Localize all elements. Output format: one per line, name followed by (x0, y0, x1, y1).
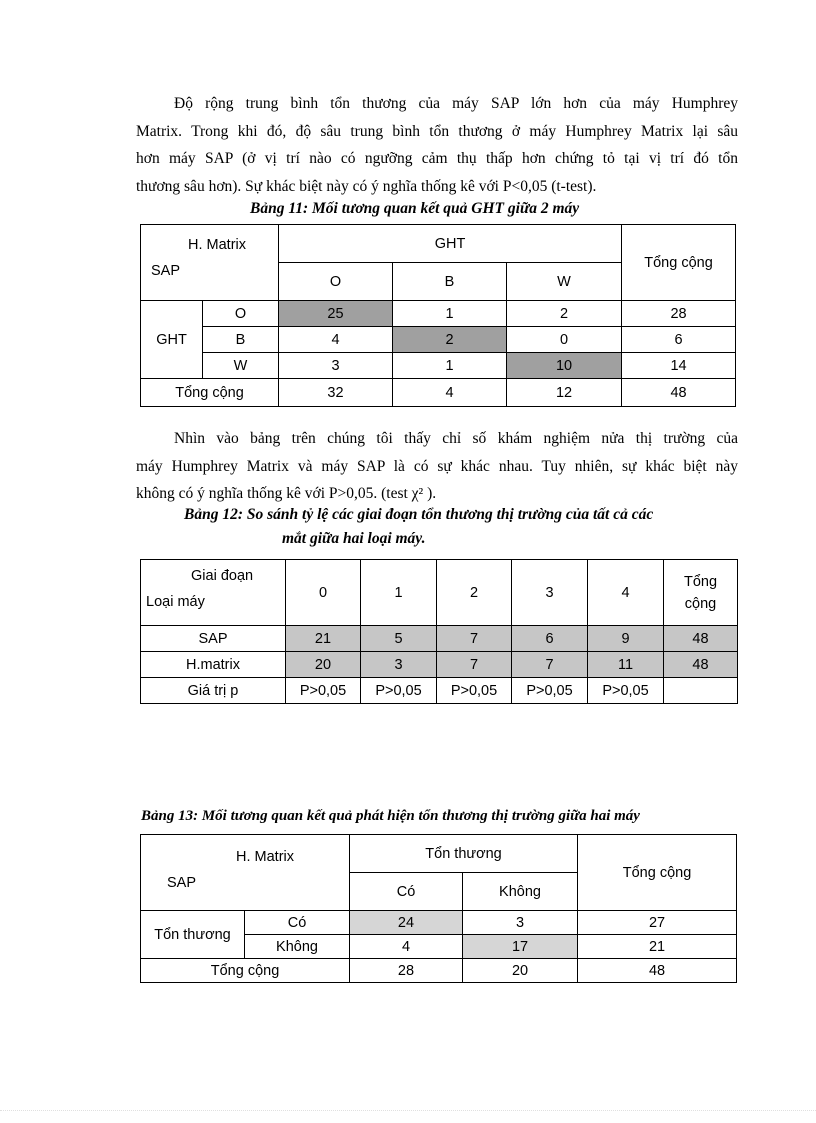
paragraph-line: Matrix. Trong khi đó, độ sâu trung bình tổn thương ở máy Humphrey Matrix lại sâu (136, 122, 738, 140)
row-label: Giá trị p (141, 678, 286, 704)
corner-row-label: SAP (151, 263, 181, 279)
row-total: 28 (622, 301, 736, 327)
footer-total: 48 (622, 379, 736, 407)
table-11-row-group: GHT (141, 301, 203, 379)
row-total: 14 (622, 353, 736, 379)
table-12-column-header: 2 (437, 560, 512, 626)
corner-row-label: Loại máy (146, 594, 205, 610)
table-row (141, 626, 738, 652)
table-cell: 5 (361, 626, 437, 652)
table-cell: 20 (286, 652, 361, 678)
table-12-caption-line-1: Bảng 12: So sánh tỷ lệ các giai đoạn tổn thương thị trường của tất cả các (184, 506, 654, 523)
row-label: B (203, 327, 279, 353)
paragraph-line: thương sâu hơn). Sự khác biệt này có ý nghĩa thống kê với P<0,05 (t-test). (136, 177, 597, 195)
row-label: Có (245, 911, 350, 935)
paragraph-line: hơn máy SAP (ở vị trí nào có ngưỡng cảm thụ thấp hơn chứng tỏ tại vị trí đó tổn (136, 150, 738, 167)
table-cell: 1 (393, 353, 507, 379)
table-footer-row (141, 959, 737, 983)
table-13-group-header: Tổn thương (350, 835, 578, 873)
p-value-cell: P>0,05 (437, 678, 512, 704)
table-cell: 11 (588, 652, 664, 678)
table-cell: 6 (512, 626, 588, 652)
table-11 (140, 224, 736, 407)
table-13 (140, 834, 737, 983)
footer-cell: 4 (393, 379, 507, 407)
table-cell: 9 (588, 626, 664, 652)
table-12-corner-cell (141, 560, 286, 626)
row-total: 21 (578, 935, 737, 959)
table-cell: 21 (286, 626, 361, 652)
footer-label: Tổng cộng (141, 959, 350, 983)
diagonal-cell: 24 (350, 911, 463, 935)
table-cell: 3 (463, 911, 578, 935)
row-total: 6 (622, 327, 736, 353)
paragraph-1 (136, 90, 738, 200)
table-12-column-header: 1 (361, 560, 437, 626)
row-total (664, 678, 738, 704)
table-11-column-header: W (507, 263, 622, 301)
table-row (141, 652, 738, 678)
footer-label: Tổng cộng (141, 379, 279, 407)
diagonal-cell: 17 (463, 935, 578, 959)
paragraph-2 (136, 425, 738, 508)
table-12-column-header: 3 (512, 560, 588, 626)
row-total: 48 (664, 626, 738, 652)
table-11-group-header: GHT (279, 225, 622, 263)
table-12-column-header: 0 (286, 560, 361, 626)
table-cell: 3 (361, 652, 437, 678)
table-row (141, 678, 738, 704)
row-total: 48 (664, 652, 738, 678)
table-13-column-header: Không (463, 873, 578, 911)
p-value-cell: P>0,05 (286, 678, 361, 704)
table-cell: 0 (507, 327, 622, 353)
table-row (141, 327, 736, 353)
table-cell: 2 (507, 301, 622, 327)
footer-cell: 20 (463, 959, 578, 983)
table-12-total-header (664, 560, 738, 626)
table-row (141, 301, 736, 327)
page-bottom-edge (0, 1110, 816, 1111)
table-11-caption: Bảng 11: Mối tương quan kết quả GHT giữa 2 máy (250, 200, 580, 217)
paragraph-line: Nhìn vào bảng trên chúng tôi thấy chỉ số khám nghiệm nửa thị trường của (174, 430, 738, 447)
paragraph-line: Độ rộng trung bình tổn thương của máy SAP lớn hơn của máy Humphrey (174, 95, 738, 112)
table-11-column-header: B (393, 263, 507, 301)
footer-total: 48 (578, 959, 737, 983)
corner-row-label: SAP (167, 875, 197, 891)
p-value-cell: P>0,05 (361, 678, 437, 704)
table-13-total-header: Tổng cộng (578, 835, 737, 911)
row-label: Không (245, 935, 350, 959)
table-12-caption-line-2: mắt giữa hai loại máy. (282, 530, 426, 547)
row-label: O (203, 301, 279, 327)
paragraph-line: không có ý nghĩa thống kê với P>0,05. (test χ² ). (136, 485, 437, 502)
table-cell: 4 (279, 327, 393, 353)
table-13-corner-cell (141, 835, 350, 911)
footer-cell: 28 (350, 959, 463, 983)
footer-cell: 32 (279, 379, 393, 407)
p-value-cell: P>0,05 (588, 678, 664, 704)
table-12 (140, 559, 738, 704)
corner-column-label: H. Matrix (236, 849, 294, 865)
row-total: 27 (578, 911, 737, 935)
table-11-column-header: O (279, 263, 393, 301)
total-header-line: Tổng (683, 573, 718, 590)
diagonal-cell: 25 (279, 301, 393, 327)
row-label: H.matrix (141, 652, 286, 678)
table-cell: 7 (512, 652, 588, 678)
corner-column-label: H. Matrix (188, 237, 246, 253)
table-11-total-header: Tổng cộng (622, 225, 736, 301)
row-label: SAP (141, 626, 286, 652)
table-12-column-header: 4 (588, 560, 664, 626)
table-cell: 7 (437, 626, 512, 652)
table-row (141, 353, 736, 379)
paragraph-line: máy Humphrey Matrix và máy SAP là có sự khác nhau. Tuy nhiên, sự khác biệt này (136, 457, 738, 475)
table-footer-row (141, 379, 736, 407)
diagonal-cell: 10 (507, 353, 622, 379)
table-row (141, 911, 737, 935)
corner-column-label: Giai đoạn (191, 568, 254, 584)
table-cell: 3 (279, 353, 393, 379)
table-13-column-header: Có (350, 873, 463, 911)
table-13-row-group: Tổn thương (141, 911, 245, 959)
diagonal-cell: 2 (393, 327, 507, 353)
table-cell: 1 (393, 301, 507, 327)
total-header-line: cộng (684, 595, 717, 612)
footer-cell: 12 (507, 379, 622, 407)
table-11-corner-cell (141, 225, 279, 301)
table-13-caption: Bảng 13: Mối tương quan kết quả phát hiện tổn thương thị trường giữa hai máy (141, 808, 640, 824)
p-value-cell: P>0,05 (512, 678, 588, 704)
table-cell: 4 (350, 935, 463, 959)
row-label: W (203, 353, 279, 379)
table-cell: 7 (437, 652, 512, 678)
